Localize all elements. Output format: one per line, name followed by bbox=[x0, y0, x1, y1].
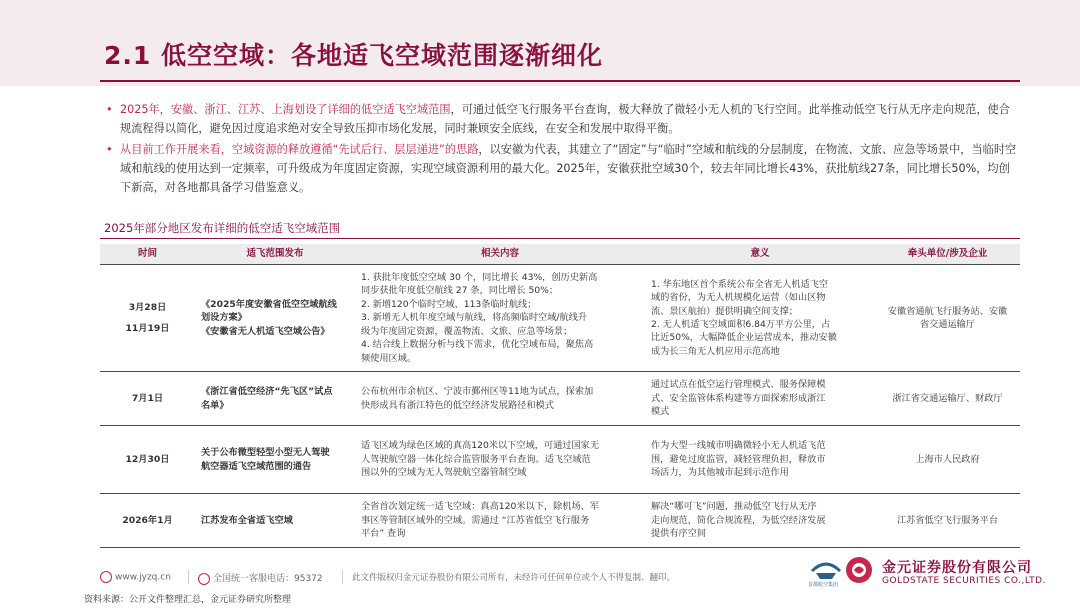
cell-line: 模式 bbox=[651, 406, 670, 418]
table-row bbox=[100, 426, 1020, 494]
cell-line: 2. 新增120个临时空域、113条临时航线； bbox=[361, 298, 537, 310]
cell-time bbox=[100, 494, 195, 547]
cell-line: 比近50%，大幅降低企业运营成本，推动安徽 bbox=[651, 332, 837, 344]
cell-line: 划设方案》 bbox=[201, 312, 247, 324]
cell-content bbox=[355, 426, 645, 493]
cell-content bbox=[355, 265, 645, 371]
footer-website[interactable] bbox=[100, 571, 171, 583]
cell-line: 江苏发布全省适飞空域 bbox=[201, 514, 293, 526]
phone-icon bbox=[198, 573, 210, 585]
cell-organization bbox=[875, 265, 1020, 371]
cell-line: 域的省份，为无人机规模化运营（如山区物 bbox=[651, 292, 826, 304]
footer-hotline bbox=[198, 571, 323, 585]
cell-line: 围以外的空域为无人驾驶航空器管制空域 bbox=[361, 467, 527, 479]
header-meaning: 意义 bbox=[750, 248, 770, 259]
cell-line: 适飞区域为绿色区域的真高120米以下空域，可通过国家无 bbox=[361, 440, 600, 452]
cell-line: 作为大型一线城市明确微轻小无人机适飞范 bbox=[651, 440, 826, 452]
cell-line: 事区等管制区域外的空域。需通过 “江苏省低空飞行服务 bbox=[361, 514, 590, 526]
cell-line: 江苏省低空飞行服务平台 bbox=[896, 514, 999, 526]
cell-line: 1. 获批年度低空空域 30 个，同比增长 43%，创历史新高 bbox=[361, 272, 598, 284]
cell-line: 2026年1月 bbox=[122, 514, 173, 526]
cell-line: 频使用区域。 bbox=[361, 352, 417, 364]
cell-line: 3. 新增无人机年度空域与航线，将高频临时空域/航线升 bbox=[361, 312, 588, 324]
bullet-item bbox=[104, 140, 1020, 197]
cell-line: 航空器适飞空域范围的通告 bbox=[201, 460, 312, 472]
cell-line: 快形成具有浙江特色的低空经济发展路径和模式 bbox=[361, 399, 554, 411]
cell-organization bbox=[875, 494, 1020, 547]
cell-line: 浙江省交通运输厅、财政厅 bbox=[892, 392, 1003, 404]
logo-small-text: 首都航空集团 bbox=[808, 582, 839, 588]
cell-time bbox=[100, 372, 195, 425]
cell-line: 2. 无人机适飞空域面积6.84万平方公里，占 bbox=[651, 319, 831, 330]
cell-line: 提供有序空间 bbox=[651, 528, 707, 540]
cell-document bbox=[195, 265, 355, 371]
website-text: www.jyzq.cn bbox=[115, 572, 171, 583]
cell-document bbox=[195, 372, 355, 425]
cell-line: 12月30日 bbox=[125, 453, 170, 465]
header-organization: 牵头单位/涉及企业 bbox=[907, 248, 988, 259]
footer bbox=[100, 555, 1046, 595]
goldstate-logo-icon bbox=[844, 555, 874, 585]
table-caption: 2025年部分地区发布详细的低空适飞空域范围 bbox=[104, 221, 341, 235]
cell-line: 同步获批年度低空航线 27 条，同比增长 50%； bbox=[361, 285, 559, 297]
cell-line: 7月1日 bbox=[131, 392, 164, 404]
cell-line: 《安徽省无人机适飞空域公告》 bbox=[201, 325, 330, 337]
footer-divider bbox=[188, 570, 189, 584]
table-header bbox=[100, 244, 1020, 264]
table-row bbox=[100, 264, 1020, 372]
bullet-text: ，以安徽为代表，其建立了“固定”与“临时”空域和航线的分层制度，在物流、文旅、应急等场景中，当临时空域和航线的使用达到一定频率，可升级成为年度固定资源，实现空域资源利用的最大化。2025年，安徽获批空域30个，较去年同比增长43%，获批航线27条，同比增长50%，均创下新高，对各地都具备学习借鉴意义。 bbox=[120, 143, 1017, 194]
table-row bbox=[100, 494, 1020, 548]
cell-line: 围，避免过度监管，减轻管理负担，释放市 bbox=[651, 453, 826, 465]
cell-line: 《2025年度安徽省低空空域航线 bbox=[201, 298, 337, 310]
cell-meaning bbox=[645, 372, 875, 425]
cell-line: 省交通运输厅 bbox=[919, 319, 976, 330]
cell-content bbox=[355, 372, 645, 425]
cell-line: 场活力，为其他城市起到示范作用 bbox=[651, 467, 789, 479]
bullet-dot-icon: • bbox=[106, 143, 113, 156]
cell-line: 通过试点在低空运行管理模式、服务保障模 bbox=[651, 379, 826, 391]
cell-line: 上海市人民政府 bbox=[915, 453, 980, 465]
cell-line: 人驾驶航空器一体化综合监管服务平台查询。适飞空域范 bbox=[361, 453, 591, 465]
cell-organization bbox=[875, 372, 1020, 425]
cell-line: 关于公布微型轻型小型无人驾驶 bbox=[201, 447, 330, 459]
cell-line: 公布杭州市余杭区、宁波市鄞州区等11地为试点，探索加 bbox=[361, 386, 594, 398]
header-time: 时间 bbox=[137, 248, 157, 259]
cell-document bbox=[195, 494, 355, 547]
title-underline bbox=[100, 80, 1020, 82]
cell-line: 全省首次划定统一适飞空域：真高120米以下，除机场、军 bbox=[361, 501, 600, 513]
bullet-highlight: 2025年，安徽、浙江、江苏、上海划设了详细的低空适飞空域范围 bbox=[120, 103, 451, 116]
cell-line: 3月28日 bbox=[128, 301, 167, 313]
cell-line: 名单》 bbox=[201, 399, 229, 411]
cell-line: 成为长三角无人机应用示范高地 bbox=[651, 345, 780, 357]
cell-time bbox=[100, 265, 195, 371]
cell-content bbox=[355, 494, 645, 547]
cell-meaning bbox=[645, 494, 875, 547]
bullet-highlight: 从目前工作开展来看，空域资源的释放遵循“先试后行、层层递进”的思路 bbox=[120, 143, 479, 156]
slide-title: 2.1 低空空域：各地适飞空域范围逐渐细化 bbox=[104, 41, 603, 70]
cell-line: 4. 结合线上数据分析与线下需求，优化空域布局，聚焦高 bbox=[361, 339, 594, 351]
bullet-item bbox=[104, 100, 1020, 138]
cell-line: 11月19日 bbox=[125, 323, 170, 334]
company-name: 金元证券股份有限公司 bbox=[882, 560, 1032, 576]
cell-document bbox=[195, 426, 355, 493]
cell-line: 解决“哪可飞”问题，推动低空飞行从无序 bbox=[651, 501, 817, 513]
cell-line: 式、安全监管体系构建等方面探索形成浙江 bbox=[651, 392, 826, 404]
source-note: 资料来源：公开文件整理汇总，金元证券研究所整理 bbox=[84, 595, 292, 605]
bullet-dot-icon: • bbox=[106, 103, 113, 116]
cell-line: 流、景区航拍）提供明确空间支撑； bbox=[651, 305, 798, 317]
caption-underline bbox=[100, 238, 1020, 239]
bullet-text: ，可通过低空飞行服务平台查询，极大释放了微轻小无人机的飞行空间。此举推动低空飞行从无序走向规范，使合规流程得以简化，避免因过度追求绝对安全导致压抑市场化发展，同时兼顾安全底线，在安全和发展中取得平衡。 bbox=[120, 103, 1010, 135]
footer-copyright: 此文件版权归金元证券股份有限公司所有，未经许可任何单位或个人不得复制、翻印。 bbox=[352, 573, 676, 583]
table-row bbox=[100, 372, 1020, 426]
cell-line: 走向规范，简化合规流程，为低空经济发展 bbox=[651, 514, 826, 526]
cell-line: 《浙江省低空经济“先飞区”试点 bbox=[201, 386, 333, 398]
globe-icon bbox=[100, 571, 112, 583]
header-document: 适飞范围发布 bbox=[246, 248, 304, 259]
footer-divider bbox=[342, 570, 343, 584]
cell-time bbox=[100, 426, 195, 493]
cell-line: 级为年度固定资源，覆盖物流、文旅、应急等场景； bbox=[361, 325, 573, 337]
cell-line: 平台” 查询 bbox=[361, 528, 406, 540]
cell-line: 安徽省通航飞行服务站、安徽 bbox=[887, 305, 1008, 317]
cell-organization bbox=[875, 426, 1020, 493]
cell-meaning bbox=[645, 426, 875, 493]
cell-line: 1. 华东地区首个系统公布全省无人机适飞空 bbox=[651, 278, 829, 290]
company-name-en: GOLDSTATE SECURITIES CO.,LTD. bbox=[882, 576, 1046, 586]
cell-meaning bbox=[645, 265, 875, 371]
hotline-text: 全国统一客服电话：95372 bbox=[213, 574, 323, 584]
bullet-list bbox=[104, 100, 1020, 199]
header-content: 相关内容 bbox=[480, 248, 519, 259]
